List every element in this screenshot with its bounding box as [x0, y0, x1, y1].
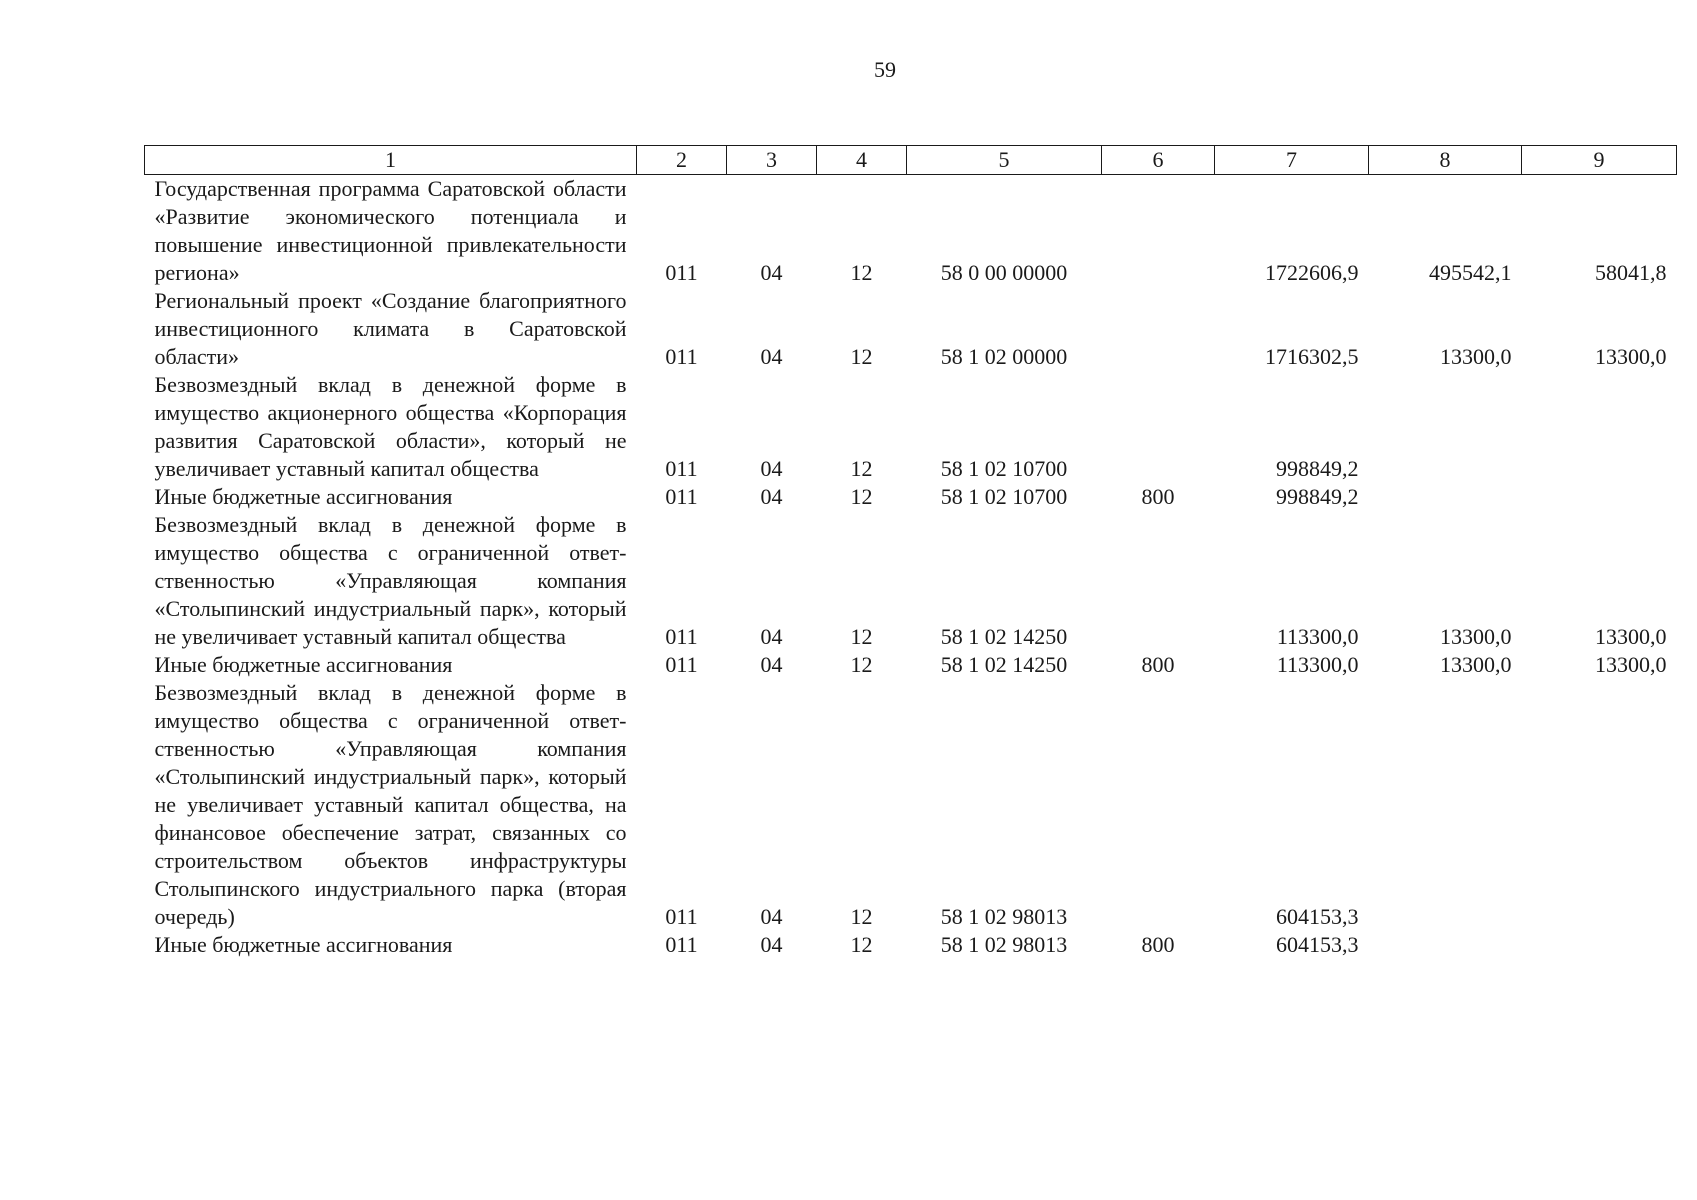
row-name-cell: Региональный проект «Создание благоприятного инвестиционного климата в Саратовской области» [154, 288, 627, 369]
column-header: 3 [727, 146, 817, 175]
amount-cell-col9 [1522, 483, 1677, 511]
row-name-cell: Иные бюджетные ассигнования [154, 932, 453, 957]
section-cell: 04 [760, 904, 783, 929]
table-row [145, 679, 1677, 931]
ministry-code-cell: 011 [665, 260, 698, 285]
page-number: 59 [874, 57, 896, 82]
amount-cell-col9: 13300,0 [1595, 624, 1667, 649]
amount-cell-col8: 13300,0 [1440, 624, 1512, 649]
row-name-cell: Государственная программа Саратовской области «Развитие экономического потенциала и повышение инвестиционной привлекательности региона» [154, 176, 627, 285]
section-cell: 04 [760, 624, 783, 649]
column-header: 5 [907, 146, 1102, 175]
amount-cell-col7: 604153,3 [1276, 932, 1359, 957]
row-name-cell: Безвозмездный вклад в денежной форме в имущество общества с ограниченной ответственностью «Управляющая компания «Столыпинский индустриальный парк», который не увеличивает уставный капитал общества, на финансовое обеспечение затрат, связанных со строительством объектов инфраструктуры Столыпинского индустриального парка (вторая очередь) [154, 680, 627, 929]
target-article-cell: 58 1 02 10700 [940, 484, 1068, 509]
table-row [145, 483, 1677, 511]
subsection-cell: 12 [850, 456, 873, 481]
ministry-code-cell: 011 [665, 484, 698, 509]
amount-cell-col7: 1716302,5 [1265, 344, 1359, 369]
target-article-cell: 58 1 02 98013 [940, 904, 1068, 929]
subsection-cell: 12 [850, 904, 873, 929]
target-article-cell: 58 1 02 00000 [940, 344, 1068, 369]
ministry-code-cell: 011 [665, 456, 698, 481]
amount-cell-col8: 13300,0 [1440, 652, 1512, 677]
amount-cell-col8: 13300,0 [1440, 344, 1512, 369]
amount-cell-col8: 495542,1 [1429, 260, 1512, 285]
table-row [145, 511, 1677, 651]
amount-cell-col9 [1522, 371, 1677, 483]
amount-cell-col7: 998849,2 [1276, 456, 1359, 481]
target-article-cell: 58 1 02 14250 [940, 652, 1068, 677]
section-cell: 04 [760, 484, 783, 509]
amount-cell-col9: 58041,8 [1595, 260, 1667, 285]
section-cell: 04 [760, 260, 783, 285]
column-header: 6 [1102, 146, 1215, 175]
subsection-cell: 12 [850, 260, 873, 285]
target-article-cell: 58 1 02 98013 [940, 932, 1068, 957]
column-header: 4 [817, 146, 907, 175]
amount-cell-col7: 113300,0 [1276, 624, 1359, 649]
expense-type-cell [1102, 175, 1215, 288]
ministry-code-cell: 011 [665, 932, 698, 957]
amount-cell-col7: 604153,3 [1276, 904, 1359, 929]
column-header: 9 [1522, 146, 1677, 175]
amount-cell-col8 [1369, 679, 1522, 931]
section-cell: 04 [760, 932, 783, 957]
expense-type-cell: 800 [1141, 932, 1175, 957]
amount-cell-col9: 13300,0 [1595, 344, 1667, 369]
subsection-cell: 12 [850, 484, 873, 509]
row-name-cell: Безвозмездный вклад в денежной форме в имущество общества с ограниченной ответственностью «Управляющая компания «Столыпинский индустриальный парк», который не увеличивает уставный капитал общества [154, 512, 627, 649]
expense-type-cell [1102, 287, 1215, 371]
amount-cell-col9 [1522, 931, 1677, 959]
target-article-cell: 58 1 02 14250 [940, 624, 1068, 649]
table-row [145, 651, 1677, 679]
table-row [145, 371, 1677, 483]
expense-type-cell [1102, 371, 1215, 483]
row-name-cell: Иные бюджетные ассигнования [154, 652, 453, 677]
expense-type-cell: 800 [1141, 652, 1175, 677]
section-cell: 04 [760, 652, 783, 677]
subsection-cell: 12 [850, 932, 873, 957]
ministry-code-cell: 011 [665, 344, 698, 369]
subsection-cell: 12 [850, 652, 873, 677]
target-article-cell: 58 1 02 10700 [940, 456, 1068, 481]
column-header: 7 [1215, 146, 1369, 175]
subsection-cell: 12 [850, 624, 873, 649]
target-article-cell: 58 0 00 00000 [940, 260, 1068, 285]
table-header-row [145, 146, 1677, 175]
column-header: 1 [145, 146, 637, 175]
amount-cell-col7: 1722606,9 [1265, 260, 1359, 285]
ministry-code-cell: 011 [665, 624, 698, 649]
amount-cell-col8 [1369, 931, 1522, 959]
amount-cell-col8 [1369, 371, 1522, 483]
table-row [145, 287, 1677, 371]
amount-cell-col8 [1369, 483, 1522, 511]
row-name-cell: Иные бюджетные ассигнования [154, 484, 453, 509]
table-row [145, 931, 1677, 959]
column-header: 8 [1369, 146, 1522, 175]
section-cell: 04 [760, 456, 783, 481]
expense-type-cell: 800 [1141, 484, 1175, 509]
section-cell: 04 [760, 344, 783, 369]
expense-type-cell [1102, 511, 1215, 651]
amount-cell-col7: 113300,0 [1276, 652, 1359, 677]
ministry-code-cell: 011 [665, 652, 698, 677]
table-row [145, 175, 1677, 288]
amount-cell-col7: 998849,2 [1276, 484, 1359, 509]
amount-cell-col9: 13300,0 [1595, 652, 1667, 677]
subsection-cell: 12 [850, 344, 873, 369]
ministry-code-cell: 011 [665, 904, 698, 929]
column-header: 2 [637, 146, 727, 175]
row-name-cell: Безвозмездный вклад в денежной форме в имущество акционерного общества «Корпорация развития Саратовской области», который не увеличивает уставный капитал общества [154, 372, 627, 481]
budget-table [144, 145, 1677, 959]
amount-cell-col9 [1522, 679, 1677, 931]
expense-type-cell [1102, 679, 1215, 931]
